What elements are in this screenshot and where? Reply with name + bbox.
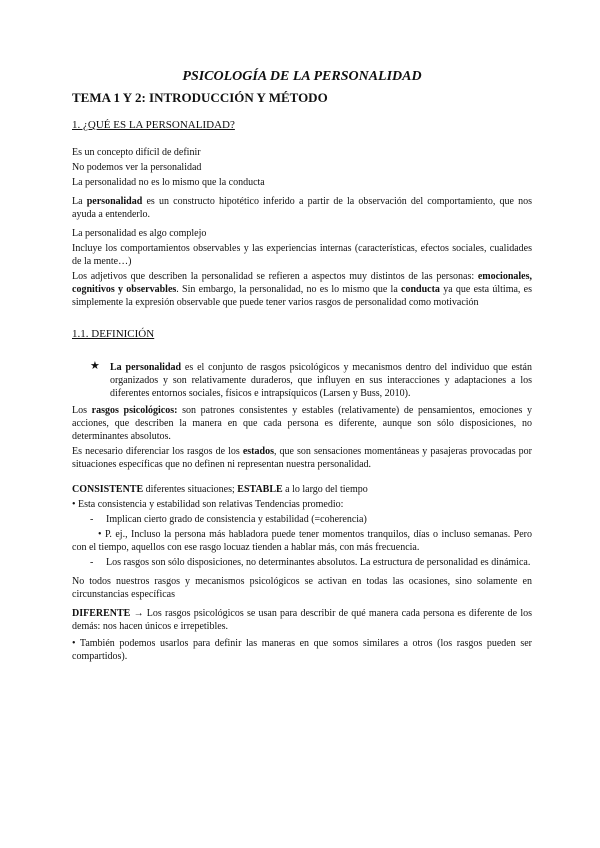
bold-term: CONSISTENTE (72, 484, 144, 495)
bold-term: ESTABLE (237, 484, 283, 495)
text-run: Es necesario diferenciar los rasgos de los (72, 446, 243, 457)
paragraph-adjetivos (72, 270, 532, 309)
text-run: Los (72, 405, 92, 416)
paragraph-consistente (72, 483, 532, 496)
text-run: a lo largo del tiempo (282, 484, 368, 495)
document-title: PSICOLOGÍA DE LA PERSONALIDAD (182, 69, 422, 84)
document-page (72, 68, 532, 665)
paragraph: No todos nuestros rasgos y mecanismos psicológicos se activan en todas las ocasiones, sino solamente en circunstancias específicas (72, 576, 532, 600)
text-run: ya que esta última, es simplemente la expresión observable que puede tener varios rasgos de personalidad como motivación (72, 284, 533, 308)
text-run: → Los rasgos psicológicos se usan para describir de qué manera cada persona es diferente de los demás: nos hacen únicos e irrepetibles. (72, 608, 532, 632)
definition-item (72, 361, 532, 400)
bold-term: estados (242, 446, 274, 457)
section-heading-1: 1. ¿QUÉ ES LA PERSONALIDAD? (72, 119, 235, 131)
bold-term: DIFERENTE (72, 608, 131, 619)
text-run: La (72, 196, 87, 207)
dash-item (72, 513, 532, 526)
text-run: es un constructo hipotético inferido a partir de la observación del comportamiento, que nos ayuda a entenderlo. (72, 196, 533, 220)
bullet-item-example: • P. ej., Incluso la persona más habladora puede tener momentos tranquilos, días o incluso semanas. Pero con el tiempo, aquellos con ese rasgo locuaz tienden a hablar más, con más frecuencia. (72, 529, 532, 553)
paragraph: No podemos ver la personalidad (72, 162, 202, 173)
topic-heading: TEMA 1 Y 2: INTRODUCCIÓN Y MÉTODO (72, 90, 328, 105)
paragraph: Es un concepto difícil de definir (72, 147, 201, 158)
paragraph: La personalidad es algo complejo (72, 228, 207, 239)
bullet-item: • También podemos usarlos para definir las maneras en que somos similares a otros (los rasgos pueden ser compartidos). (72, 638, 532, 662)
paragraph: Incluye los comportamientos observables y las experiencias internas (características, efectos sociales, cualidades de la mente…) (72, 243, 532, 267)
paragraph-diferente (72, 607, 532, 633)
text-run: diferentes situaciones; (143, 484, 238, 495)
dash-marker: - (90, 514, 94, 525)
text-run: son patrones consistentes y estables (relativamente) de pensamientos, emociones y acciones, que describen la manera en que cada persona es diferente, aunque son sólo disposiciones, no determinantes absolutos. (72, 405, 533, 442)
bold-term: personalidad (86, 196, 143, 207)
bullet-item: • Esta consistencia y estabilidad son relativas Tendencias promedio: (72, 499, 344, 510)
star-icon: ★ (90, 360, 100, 372)
dash-item (72, 556, 532, 569)
bold-term: conducta (401, 284, 440, 295)
text-run: . Sin embargo, la personalidad, no es lo mismo que la (176, 284, 402, 295)
text-run: , que son sensaciones momentáneas y pasajeras provocadas por situaciones específicas que no definen ni representan nuestra personalidad. (72, 446, 533, 470)
text-run: Los rasgos son sólo disposiciones, no determinantes absolutos. La estructura de personalidad es dinámica. (106, 557, 531, 568)
paragraph-personalidad (72, 195, 532, 221)
section-heading-1-1: 1.1. DEFINICIÓN (72, 328, 155, 340)
text-run: es el conjunto de rasgos psicológicos y mecanismos dentro del individuo que están organizados y son relativamente duraderos, que influyen en sus interacciones y adaptaciones a los diferentes entornos sociales, físicos e intrapsíquicos (Larsen y Buss, 2010). (110, 362, 532, 399)
paragraph-rasgos (72, 404, 532, 443)
paragraph-estados (72, 445, 532, 471)
bold-term: La personalidad (110, 362, 182, 373)
bold-term: emocionales, cognitivos y observables (72, 271, 532, 295)
text-run: Los adjetivos que describen la personalidad se refieren a aspectos muy distintos de las personas: (72, 271, 478, 282)
bold-term: rasgos psicológicos: (91, 405, 178, 416)
paragraph: La personalidad no es lo mismo que la conducta (72, 177, 265, 188)
dash-marker: - (90, 557, 94, 568)
text-run: Implican cierto grado de consistencia y estabilidad (=coherencia) (106, 514, 367, 525)
